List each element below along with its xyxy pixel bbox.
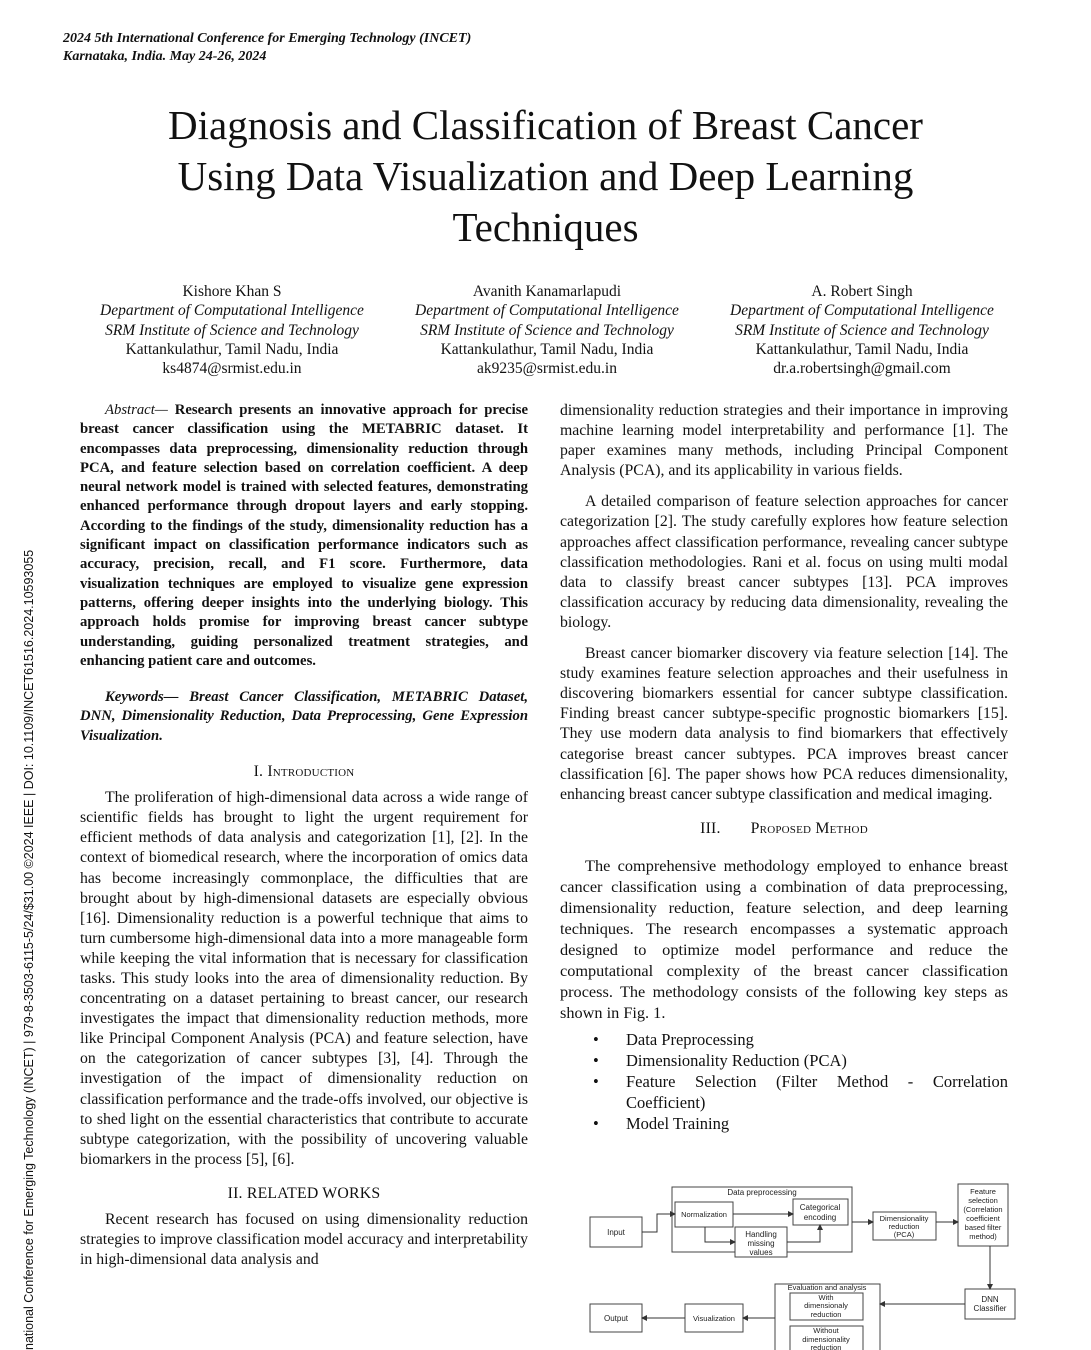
section-title: Introduction <box>267 763 355 781</box>
list-item: • Data Preprocessing <box>626 1029 1008 1050</box>
author-department: Department of Computational Intelligence <box>100 302 364 320</box>
missing-label-2: missing <box>747 1239 775 1248</box>
author-institution: SRM Institute of Science and Technology <box>105 321 359 339</box>
conference-header <box>63 30 471 66</box>
author-institution: SRM Institute of Science and Technology <box>420 321 674 339</box>
title-line-3: Techniques <box>452 204 639 250</box>
title-line-2: Using Data Visualization and Deep Learning <box>177 153 914 199</box>
with-label-1: With <box>818 1293 834 1302</box>
without-label-3: reduction <box>810 1343 842 1350</box>
categorical-label-1: Categorical <box>799 1203 841 1212</box>
author-block <box>82 282 1012 378</box>
dnn-label-1: DNN <box>981 1295 999 1304</box>
evaluation-label: Evaluation and analysis <box>787 1283 867 1292</box>
doi-sidebar: national Conference for Emerging Technology (INCET) | 979-8-3503-6115-5/24/$31.00 ©2024 IEEE | DOI: 10.1109/INCET61516.2024.10593055 <box>22 549 36 1350</box>
section-number: I. <box>253 763 268 781</box>
left-column <box>80 401 528 1270</box>
introduction-paragraph: The proliferation of high-dimensional data across a wide range of scientific fields has brought to light the urgent requirement for efficient methods of data analysis and categorization [1], [2]. In the context of biomedical research, where the incorporation of omics data has become increasingly commonplace, the difficulties that are brought about by high-dimensional datasets are especially obvious [16]. Dimensionality reduction is a powerful technique that aims to turn cumbersome high-dimensional data into a more manageable form while keeping the vital information that is necessary for classification tasks. This study looks into the area of dimensionality reduction. By concentrating on a dataset pertaining to breast cancer, our research investigates the impact that dimensionality reduction methods, more like Principal Component Analysis (PCA) and feature selection, have on the categorization of cancer subtypes [3], [4]. Through the investigation of the impact of dimensionality reduction on classification performance and the trade-offs involved, our objective is to shed light on the essential characteristics that contribute to accurate subtype categorization, with the possibility of uncovering valuable biomarkers in the process [5], [6]. <box>80 789 528 1168</box>
list-item: • Feature Selection (Filter Method - Correlation Coefficient) <box>626 1071 1008 1113</box>
without-label-2: dimensionality <box>802 1335 850 1344</box>
preprocessing-label: Data preprocessing <box>727 1188 797 1197</box>
author-2 <box>397 282 697 378</box>
section-heading-related-works: II. RELATED WORKS <box>227 1184 381 1202</box>
method-steps-list <box>560 1029 1008 1134</box>
paper-title <box>60 100 1031 253</box>
abstract-text: Research presents an innovative approach for precise breast cancer classification using the METABRIC dataset. It encompasses data preprocessing, dimensionality reduction through PCA, and feature selection based on correlation coefficient. A deep neural network model is trained with selected features, demonstrating enhanced performance through dropout layers and early stopping. According to the findings of the study, dimensionality reduction has a significant impact on classification performance indicators such as accuracy, precision, recall, and F1 score. Furthermore, data visualization techniques are employed to visualize gene expression patterns, offering deeper insights into the underlying biology. This approach holds promise for improving breast cancer subtype understanding, guiding personalized treatment strategies, and enhancing patient care and outcomes. <box>80 402 528 669</box>
dimred-label-3: (PCA) <box>893 1230 915 1239</box>
output-label: Output <box>603 1314 629 1323</box>
fs-label-2: selection <box>968 1196 998 1205</box>
section-title: Proposed Method <box>750 819 868 837</box>
keywords: Keywords— Breast Cancer Classification, METABRIC Dataset, DNN, Dimensionality Reduction, Data Preprocessing, Gene Expression Visualization. <box>80 689 528 744</box>
author-name: A. Robert Singh <box>811 283 913 300</box>
author-email: ak9235@srmist.edu.in <box>477 360 617 378</box>
conference-name: 2024 5th International Conference for Emerging Technology (INCET) <box>63 31 472 46</box>
abstract-label: Abstract— <box>105 402 168 418</box>
missing-label-3: values <box>749 1248 773 1257</box>
abstract <box>80 401 528 671</box>
visualization-label: Visualization <box>693 1314 735 1323</box>
related-works-paragraph-3: Breast cancer biomarker discovery via feature selection [14]. The study examines feature selection approaches and their usefulness in discovering biomarkers essential for cancer subtype classification. Finding breast cancer subtype-specific prognostic biomarkers [15]. They use modern data analysis to find biomarkers that effectively categorise breast cancer subtypes. PCA improves breast cancer classification [6]. The paper shows how PCA reduces dimensionality, enhancing breast cancer subtype classification and medical imaging. <box>560 645 1008 803</box>
missing-label-1: Handling <box>745 1230 777 1239</box>
author-department: Department of Computational Intelligence <box>415 302 679 320</box>
section-heading-introduction <box>80 762 528 782</box>
author-location: Kattankulathur, Tamil Nadu, India <box>440 340 654 358</box>
dimred-label-1: Dimensionality <box>879 1214 929 1223</box>
fs-label-3: (Correlation <box>963 1205 1003 1214</box>
input-label: Input <box>607 1228 625 1237</box>
author-email: ks4874@srmist.edu.in <box>162 360 302 378</box>
related-works-continued: dimensionality reduction strategies and their importance in improving machine learning model interpretability and performance [1]. The paper examines many methods, including Principal Component Analysis (PCA), and its applicability in various fields. <box>560 402 1008 480</box>
title-line-1: Diagnosis and Classification of Breast Cancer <box>168 102 923 148</box>
list-item: • Dimensionality Reduction (PCA) <box>626 1050 1008 1071</box>
fs-label-5: based filter <box>964 1223 1002 1232</box>
right-column <box>560 401 1008 1134</box>
author-location: Kattankulathur, Tamil Nadu, India <box>755 340 969 358</box>
dnn-label-2: Classifier <box>973 1304 1007 1313</box>
methodology-flowchart <box>585 1182 1025 1350</box>
author-name: Kishore Khan S <box>182 283 282 300</box>
author-1 <box>82 282 382 378</box>
categorical-label-2: encoding <box>803 1213 837 1222</box>
section-heading-proposed-method <box>560 819 1008 839</box>
arrow-input-normalization <box>642 1214 675 1232</box>
author-location: Kattankulathur, Tamil Nadu, India <box>125 340 339 358</box>
dimred-label-2: reduction <box>888 1222 920 1231</box>
without-label-1: Without <box>813 1326 839 1335</box>
fs-label-4: coefficient <box>966 1214 1000 1223</box>
fs-label-1: Feature <box>970 1187 996 1196</box>
related-works-paragraph-2: A detailed comparison of feature selection approaches for cancer categorization [2]. The study carefully explores how feature selection approaches affect classification performance, revealing cancer subtype classification methodologies. Rani et al. focus on using multi modal data to classify breast cancer subtypes [13]. PCA improves classification accuracy by reducing data dimensionality, revealing the biology. <box>560 493 1008 631</box>
author-department: Department of Computational Intelligence <box>730 302 994 320</box>
proposed-method-paragraph: The comprehensive methodology employed to enhance breast cancer classification using a combination of data preprocessing, dimensionality reduction, feature selection, and deep learning techniques. The research encompasses a systematic approach designed to optimize model performance and reduce the computational complexity of the breast cancer classification process. The methodology consists of the following key steps as shown in Fig. 1. <box>560 855 1008 1022</box>
author-institution: SRM Institute of Science and Technology <box>735 321 989 339</box>
author-3 <box>712 282 1012 378</box>
with-label-3: reduction <box>810 1310 842 1319</box>
fs-label-6: method) <box>969 1232 997 1241</box>
conference-location: Karnataka, India. May 24-26, 2024 <box>63 49 267 64</box>
list-item: • Model Training <box>626 1113 1008 1134</box>
section-number: III. <box>700 819 721 837</box>
with-label-2: dimensionaly <box>804 1301 848 1310</box>
author-name: Avanith Kanamarlapudi <box>472 283 622 300</box>
normalization-label: Normalization <box>681 1210 727 1219</box>
author-email: dr.a.robertsingh@gmail.com <box>773 360 951 378</box>
related-works-paragraph: Recent research has focused on using dimensionality reduction strategies to improve classification model accuracy and interpretability in high-dimensional data analysis and <box>80 1211 528 1269</box>
